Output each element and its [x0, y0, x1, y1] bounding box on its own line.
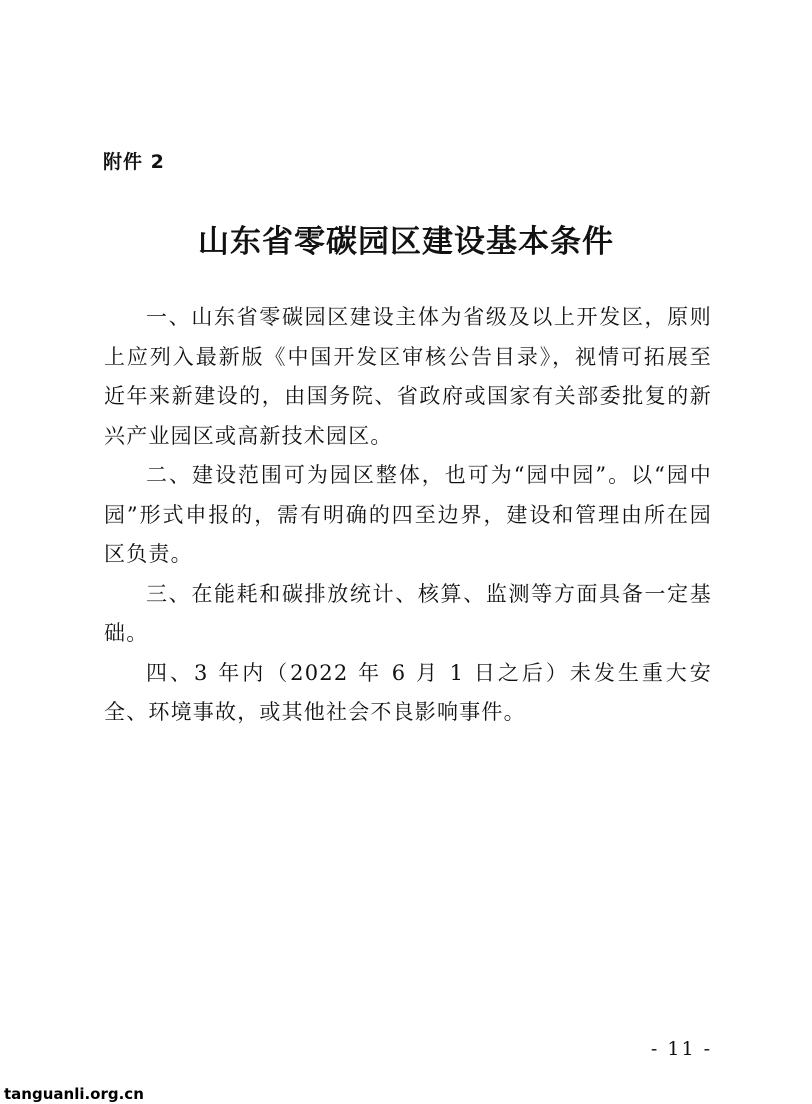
- watermark-text: tanguanli.org.cn: [4, 1085, 144, 1103]
- page-title: 山东省零碳园区建设基本条件: [198, 224, 614, 260]
- paragraph-4: 四、3 年内（2022 年 6 月 1 日之后）未发生重大安全、环境事故，或其他社会不良影响事件。: [104, 660, 712, 724]
- paragraph-1: 一、山东省零碳园区建设主体为省级及以上开发区，原则上应列入最新版《中国开发区审核公告目录》，视情可拓展至近年来新建设的，由国务院、省政府或国家有关部委批复的新兴产业园区或高新技术园区。: [104, 305, 712, 448]
- body-text: [104, 298, 712, 733]
- attachment-label: 附件 2: [103, 151, 165, 173]
- paragraph-3: 三、在能耗和碳排放统计、核算、监测等方面具备一定基础。: [104, 581, 712, 645]
- paragraph-2: 二、建设范围可为园区整体，也可为“园中园”。以“园中园”形式申报的，需有明确的四至边界，建设和管理由所在园区负责。: [104, 463, 712, 566]
- page-number: - 11 -: [650, 1038, 712, 1060]
